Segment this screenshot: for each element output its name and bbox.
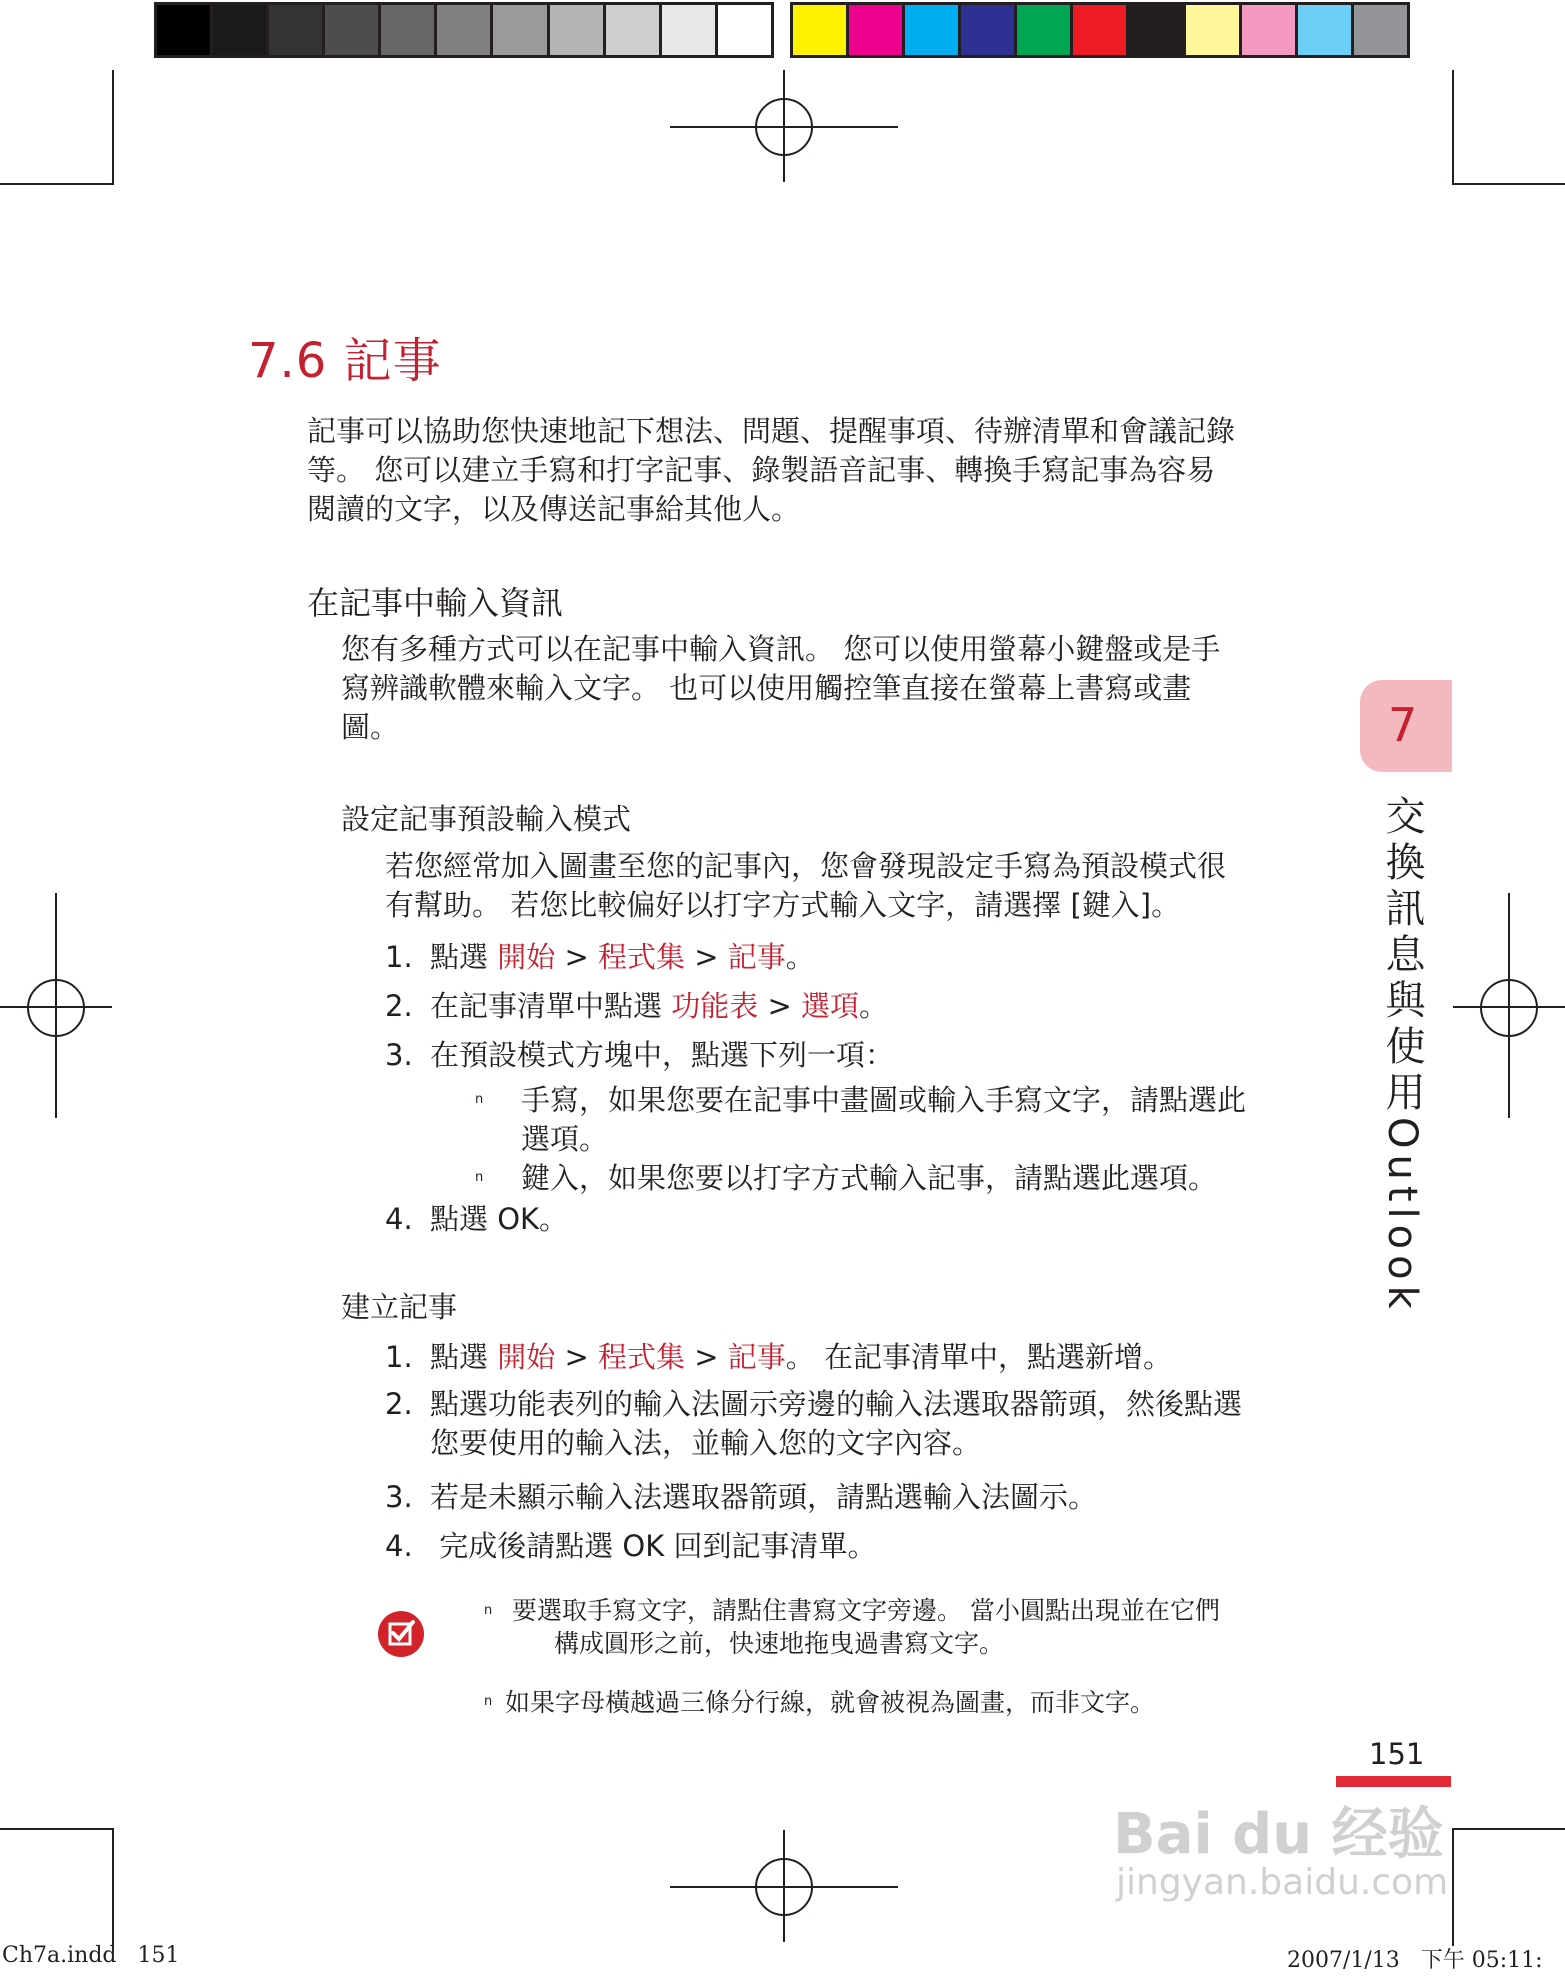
gray-swatch [325, 5, 378, 55]
color-swatch [1186, 5, 1239, 55]
gray-swatch [269, 5, 322, 55]
color-swatch [905, 5, 958, 55]
enter-info-line: 寫辨識軟體來輸入文字。 也可以使用觸控筆直接在螢幕上書寫或畫 [341, 671, 1192, 705]
color-swatch [961, 5, 1014, 55]
crop-mark [112, 1828, 114, 1946]
footer-file-info: Ch7a.indd 151 [2, 1943, 180, 1968]
menu-start-link: 開始 [497, 1340, 556, 1374]
crop-mark [0, 1828, 114, 1830]
intro-line: 記事可以協助您快速地記下想法、問題、提醒事項、待辦清單和會議記錄 [307, 414, 1236, 448]
default-mode-paragraph [385, 847, 1226, 925]
color-swatch [1242, 5, 1295, 55]
menu-notes-link: 記事 [727, 940, 786, 974]
gray-swatch [718, 5, 771, 55]
section-title: 7.6 記事 [248, 333, 442, 389]
intro-paragraph [307, 412, 1235, 529]
crop-mark [1452, 1828, 1454, 1946]
bullet-marker: n [484, 1694, 493, 1709]
create-step-1: 1. 點選 開始 > 程式集 > 記事。 在記事清單中，點選新增。 [385, 1340, 1172, 1374]
crop-mark [0, 183, 114, 185]
default-step-1: 1. 點選 開始 > 程式集 > 記事。 [385, 940, 815, 974]
menu-programs-link: 程式集 [597, 940, 685, 974]
gray-swatch [437, 5, 490, 55]
chapter-tab [1360, 680, 1452, 772]
gray-swatch [662, 5, 715, 55]
color-swatch [793, 5, 846, 55]
gray-swatch-bar [154, 2, 774, 58]
crop-mark [1452, 70, 1454, 185]
bullet-marker: n [484, 1603, 493, 1618]
color-swatch [1017, 5, 1070, 55]
crop-mark [1452, 183, 1565, 185]
gray-swatch [157, 5, 210, 55]
menu-programs-link: 程式集 [597, 1340, 685, 1374]
intro-line: 閱讀的文字，以及傳送記事給其他人。 [307, 492, 801, 526]
default-bullet-handwriting: 手寫，如果您要在記事中畫圖或輸入手寫文字，請點選此 選項。 [521, 1083, 1247, 1156]
crop-mark [1452, 1828, 1565, 1830]
create-step-2: 2. 點選功能表列的輸入法圖示旁邊的輸入法選取器箭頭，然後點選 您要使用的輸入法，並輸入您的文字內容。 [385, 1387, 1243, 1460]
bullet-marker: n [475, 1092, 484, 1107]
note-checkbox-icon [377, 1610, 425, 1658]
menu-options-link: 選項 [800, 989, 859, 1023]
page-number: 151 [1369, 1737, 1425, 1771]
chapter-number: 7 [1388, 698, 1418, 752]
color-swatch [849, 5, 902, 55]
gray-swatch [550, 5, 603, 55]
default-bullet-typing: 鍵入，如果您要以打字方式輸入記事，請點選此選項。 [521, 1161, 1218, 1195]
intro-line: 等。 您可以建立手寫和打字記事、錄製語音記事、轉換手寫記事為容易 [307, 453, 1216, 487]
heading-default-mode: 設定記事預設輸入模式 [341, 802, 632, 836]
color-swatch-bar [790, 2, 1410, 58]
heading-create-note: 建立記事 [341, 1290, 458, 1324]
create-step-4: 4. 完成後請點選 OK 回到記事清單。 [385, 1529, 877, 1563]
menu-notes-link: 記事 [727, 1340, 786, 1374]
note-three-lines: 如果字母橫越過三條分行線，就會被視為圖畫，而非文字。 [505, 1688, 1156, 1717]
baidu-watermark-logo: Bai du 经验 [1113, 1802, 1444, 1867]
default-step-3: 3. 在預設模式方塊中，點選下列一項： [385, 1038, 895, 1072]
note-handwriting-select: 要選取手寫文字，請點住書寫文字旁邊。 當小圓點出現並在它們 構成圓形之前，快速地拖曳過書寫文字。 [512, 1596, 1220, 1658]
page-number-rule [1336, 1776, 1451, 1787]
crop-mark [112, 70, 114, 185]
baidu-watermark-url: jingyan.baidu.com [1116, 1862, 1449, 1903]
footer-timestamp: 2007/1/13 下午 05:11: [1287, 1948, 1543, 1973]
chapter-title-vertical: 交換訊息與使用Outlook [1379, 795, 1425, 1315]
default-step-4: 4. 點選 OK。 [385, 1202, 569, 1236]
default-step-2: 2. 在記事清單中點選 功能表 > 選項。 [385, 989, 889, 1023]
color-swatch [1073, 5, 1126, 55]
gray-swatch [381, 5, 434, 55]
color-swatch [1298, 5, 1351, 55]
gray-swatch [493, 5, 546, 55]
default-mode-line: 若您經常加入圖畫至您的記事內，您會發現設定手寫為預設模式很 [385, 849, 1227, 883]
bullet-marker: n [475, 1170, 484, 1185]
enter-info-paragraph [341, 630, 1220, 747]
menu-function-link: 功能表 [671, 989, 759, 1023]
color-swatch [1354, 5, 1407, 55]
heading-enter-info: 在記事中輸入資訊 [307, 584, 564, 622]
default-mode-line: 有幫助。 若您比較偏好以打字方式輸入文字，請選擇 [鍵入]。 [385, 888, 1181, 922]
menu-start-link: 開始 [497, 940, 556, 974]
gray-swatch [213, 5, 266, 55]
enter-info-line: 圖。 [341, 710, 400, 744]
create-step-3: 3. 若是未顯示輸入法選取器箭頭，請點選輸入法圖示。 [385, 1480, 1098, 1514]
gray-swatch [606, 5, 659, 55]
color-swatch [1129, 5, 1182, 55]
enter-info-line: 您有多種方式可以在記事中輸入資訊。 您可以使用螢幕小鍵盤或是手 [341, 632, 1221, 666]
